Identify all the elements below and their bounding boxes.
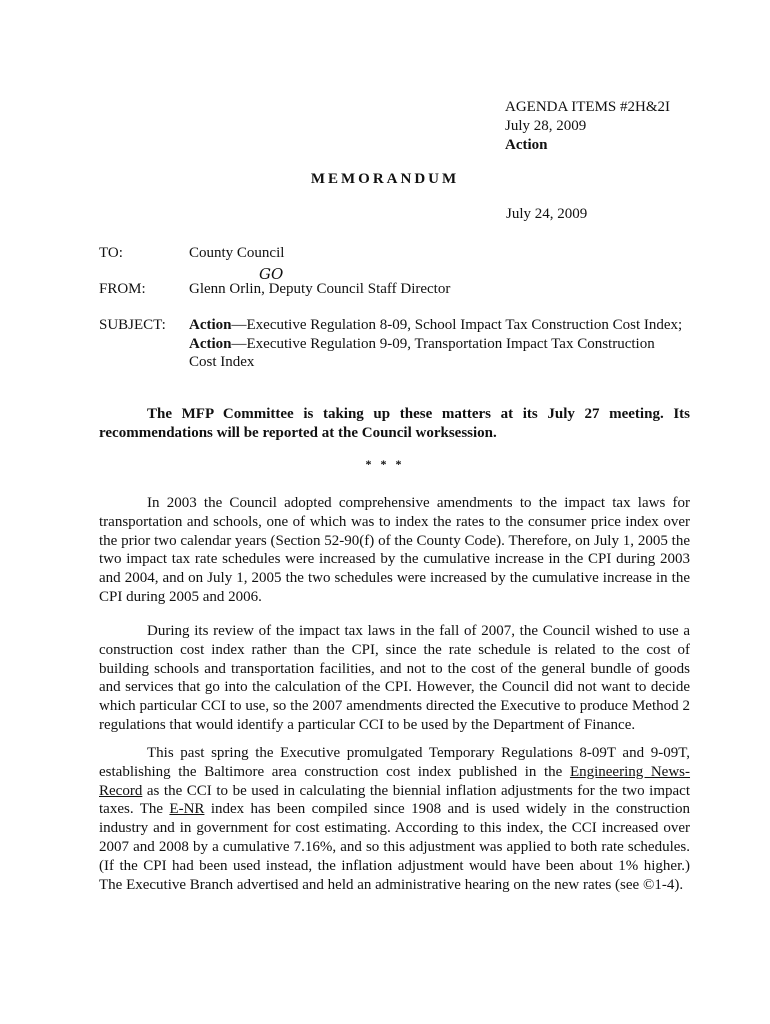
subject-label: SUBJECT: [99,317,166,333]
paragraph-1: In 2003 the Council adopted comprehensive amendments to the impact tax laws for transportation and schools, one of which was to index the rates to the consumer price index over the prior two calendar years (Section 52-90(f) of the County Code). Therefore, on July 1, 2005 the two impact tax rate schedules were increased by the cumulative increase in the CPI during 2003 and 2004, and on July 1, 2005 the two schedules were increased by the cumulative increase in the CPI during 2005 and 2006. [99,495,690,605]
subject-value [189,316,689,372]
subject-action-2: Action [189,335,232,352]
memo-title: MEMORANDUM [310,171,460,187]
committee-notice: The MFP Committee is taking up these matters at its July 27 meeting. Its recommendations will be reported at the Council worksession. [99,406,690,441]
handwritten-initials: GO [259,265,284,283]
from-value: Glenn Orlin, Deputy Council Staff Director [189,281,451,297]
agenda-date: July 28, 2009 [505,118,587,134]
section-separator: * * * [365,457,405,471]
subject-text-1: —Executive Regulation 8-09, School Impact Tax Construction Cost Index; [231,317,683,333]
paragraph-3 [99,744,690,894]
paragraph-3-part-c: index has been compiled since 1908 and is used widely in the construction industry and in government for cost estimating. According to this index, the CCI increased over 2007 and 2008 by a cumulative 7.16%, and so this adjustment was applied to both rate schedules. (If the CPI had been used instead, the inflation adjustment would have been about 1% higher.) The Executive Branch advertised and held an administrative hearing on the new rates (see ©1-4). [99,801,690,893]
publication-name: Engineering News-Record [99,763,691,799]
paragraph-2: During its review of the impact tax laws in the fall of 2007, the Council wished to use a construction cost index rather than the CPI, since the rate schedule is related to the cost of building schools and transportation facilities, and not to the cost of the general bundle of goods and services that go into the calculation of the CPI. However, the Council did not want to decide which particular CCI to use, so the 2007 amendments directed the Executive to produce Method 2 regulations that would identify a particular CCI to be used by the Department of Finance. [99,623,690,733]
paragraph-3-part-a: This past spring the Executive promulgated Temporary Regulations 8-09T and 9-09T, establishing the Baltimore area construction cost index published in the [99,745,690,780]
subject-text-2: —Executive Regulation 9-09, Transportation Impact Tax Construction Cost Index [189,335,655,370]
memo-date: July 24, 2009 [506,206,588,222]
agenda-items: AGENDA ITEMS #2H&2I [505,99,670,115]
publication-abbreviation: E-NR [169,801,205,818]
to-label: TO: [99,245,123,261]
subject-action-1: Action [189,317,232,333]
to-value: County Council [189,245,285,261]
paragraph-3-part-b: as the CCI to be used in calculating the biennial inflation adjustments for the two impact taxes. The [99,782,690,818]
agenda-block [505,98,670,155]
from-label: FROM: [99,281,146,297]
agenda-type: Action [505,137,548,153]
